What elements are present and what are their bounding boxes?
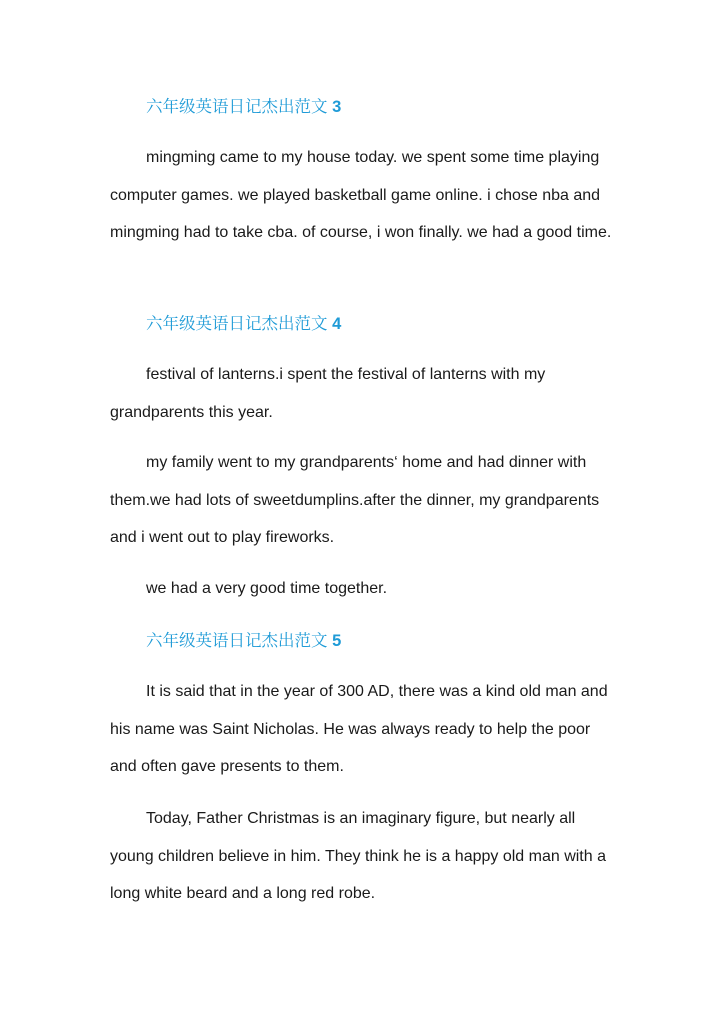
section-heading-text: 六年级英语日记杰出范文 — [146, 98, 328, 116]
section-heading-number: 5 — [332, 632, 342, 650]
paragraph: Today, Father Christmas is an imaginary figure, but nearly all young children believe in him. They think he is a happy old man with a long white beard and a long red robe. — [110, 810, 606, 902]
paragraph: we had a very good time together. — [146, 580, 388, 597]
paragraph: my family went to my grandparents‘ home and had dinner with them.we had lots of sweetdumplins.after the dinner, my grandparents and i went out to play fireworks. — [110, 454, 600, 546]
paragraph: It is said that in the year of 300 AD, there was a kind old man and his name was Saint Nicholas. He was always ready to help the poor and often gave presents to them. — [110, 683, 608, 775]
section-heading-number: 4 — [332, 315, 342, 333]
section-heading-4 — [146, 314, 341, 334]
section-heading-number: 3 — [332, 98, 342, 116]
section-heading-5 — [146, 631, 341, 651]
section-heading-text: 六年级英语日记杰出范文 — [146, 315, 328, 333]
section-heading-3 — [146, 97, 341, 117]
paragraph: festival of lanterns.i spent the festival of lanterns with my grandparents this year. — [110, 366, 546, 421]
paragraph: mingming came to my house today. we spent some time playing computer games. we played basketball game online. i chose nba and mingming had to take cba. of course, i won finally. we had a good time. — [110, 149, 612, 241]
section-heading-text: 六年级英语日记杰出范文 — [146, 632, 328, 650]
